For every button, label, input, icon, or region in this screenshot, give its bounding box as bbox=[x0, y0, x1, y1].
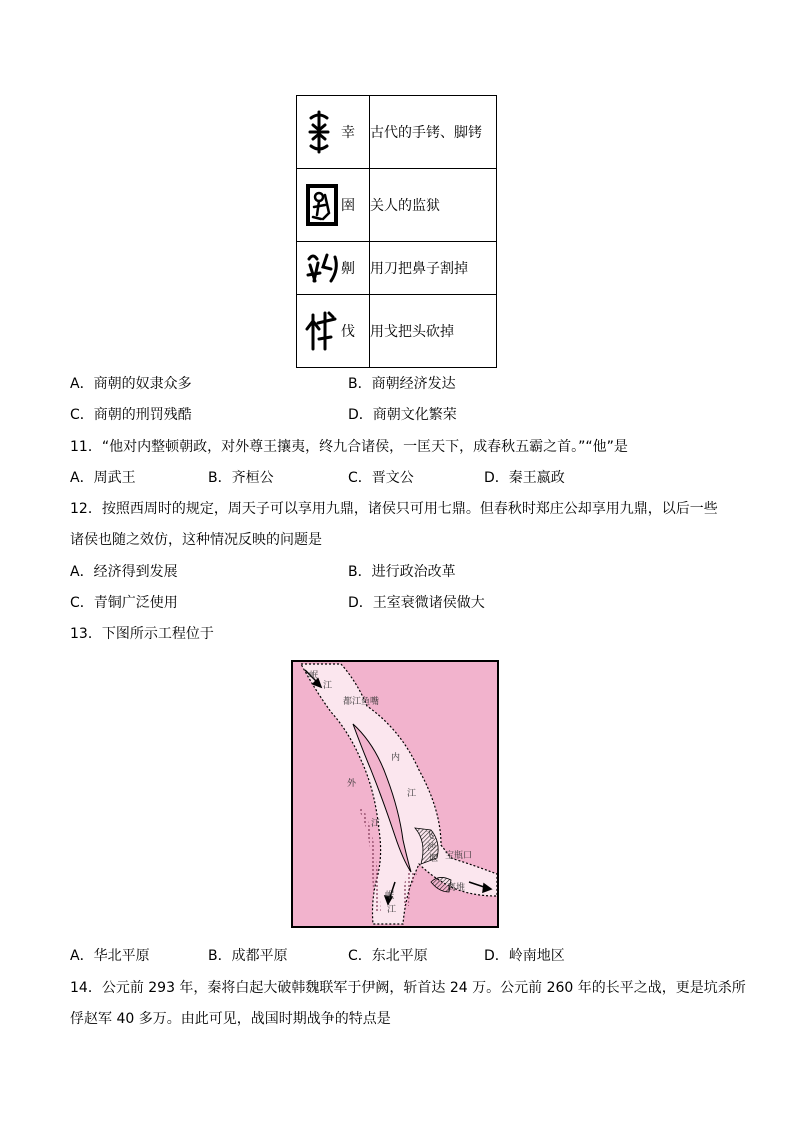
q11-option-d[interactable]: D．秦王嬴政 bbox=[484, 470, 565, 486]
q13-option-b[interactable]: B．成都平原 bbox=[208, 948, 288, 964]
q13-option-a[interactable]: A．华北平原 bbox=[70, 948, 150, 964]
q12-option-a[interactable]: A．经济得到发展 bbox=[70, 564, 178, 580]
oracle-glyph-table bbox=[296, 95, 497, 368]
label-feishayan-2: 沙 bbox=[427, 843, 437, 853]
q12-option-d[interactable]: D．王室衰微诸侯做大 bbox=[348, 595, 485, 611]
q11-stem: 11．“他对内整顿朝政，对外尊王攘夷，终九合诸侯，一匡天下，成春秋五霸之首。”“他”是 bbox=[70, 439, 628, 455]
q10-option-b[interactable]: B．商朝经济发达 bbox=[348, 376, 456, 392]
glyph-row bbox=[297, 169, 497, 242]
oracle-yu-icon bbox=[305, 183, 339, 227]
glyph-row bbox=[297, 295, 497, 368]
glyph-cell bbox=[297, 169, 370, 242]
q10-option-c[interactable]: C．商朝的刑罚残酷 bbox=[70, 407, 192, 423]
q13-option-d[interactable]: D．岭南地区 bbox=[484, 948, 565, 964]
glyph-char: 劓 bbox=[341, 261, 355, 277]
glyph-char: 幸 bbox=[341, 125, 355, 141]
q12-stem-line2: 诸侯也随之效仿，这种情况反映的问题是 bbox=[70, 532, 322, 548]
label-lidui: 离堆 bbox=[447, 883, 466, 893]
label-minjiang-3: 岷 bbox=[385, 891, 395, 901]
q14-stem-line1: 14．公元前 293 年，秦将白起大破韩魏联军于伊阙，斩首达 24 万。公元前 260 年的长平之战，更是坑杀所 bbox=[70, 980, 746, 996]
q12-stem-line1: 12．按照西周时的规定，周天子可以享用九鼎，诸侯只可用七鼎。但春秋时郑庄公却享用九鼎，以后一些 bbox=[70, 501, 718, 517]
label-waijiang-2: 江 bbox=[371, 819, 381, 829]
label-yuzui: 都江鱼嘴 bbox=[343, 697, 380, 707]
q14-stem-line2: 俘赵军 40 多万。由此可见，战国时期战争的特点是 bbox=[70, 1011, 391, 1027]
glyph-char: 伐 bbox=[341, 324, 355, 340]
label-neijiang-1: 内 bbox=[391, 753, 401, 763]
oracle-fa-icon bbox=[305, 309, 337, 353]
label-minjiang-4: 江 bbox=[387, 905, 397, 915]
label-minjiang-1: 岷 bbox=[309, 671, 319, 681]
glyph-char: 圉 bbox=[341, 198, 355, 214]
q12-option-b[interactable]: B．进行政治改革 bbox=[348, 564, 456, 580]
label-minjiang-2: 江 bbox=[323, 681, 333, 691]
q11-option-c[interactable]: C．晋文公 bbox=[348, 470, 414, 486]
glyph-meaning: 用刀把鼻子割掉 bbox=[370, 242, 497, 295]
q10-option-d[interactable]: D．商朝文化繁荣 bbox=[348, 407, 457, 423]
q11-option-b[interactable]: B．齐桓公 bbox=[208, 470, 274, 486]
dujiangyan-map bbox=[291, 660, 499, 928]
q13-stem: 13．下图所示工程位于 bbox=[70, 626, 214, 642]
glyph-row bbox=[297, 242, 497, 295]
q10-option-a[interactable]: A．商朝的奴隶众多 bbox=[70, 376, 192, 392]
label-feishayan-3: 堰 bbox=[429, 854, 439, 864]
label-waijiang-1: 外 bbox=[347, 779, 357, 789]
label-neijiang-2: 江 bbox=[407, 789, 417, 799]
glyph-row bbox=[297, 96, 497, 169]
q12-option-c[interactable]: C．青铜广泛使用 bbox=[70, 595, 178, 611]
glyph-cell bbox=[297, 295, 370, 368]
glyph-meaning: 古代的手铐、脚铐 bbox=[370, 96, 497, 169]
glyph-meaning: 用戈把头砍掉 bbox=[370, 295, 497, 368]
label-baopingkou: 宝瓶口 bbox=[445, 851, 473, 861]
q11-option-a[interactable]: A．周武王 bbox=[70, 470, 136, 486]
glyph-cell bbox=[297, 242, 370, 295]
q13-option-c[interactable]: C．东北平原 bbox=[348, 948, 428, 964]
oracle-xing-icon bbox=[305, 108, 333, 156]
label-feishayan-1: 飞 bbox=[425, 831, 435, 841]
glyph-meaning: 关人的监狱 bbox=[370, 169, 497, 242]
oracle-yi-icon bbox=[305, 251, 341, 285]
glyph-cell bbox=[297, 96, 370, 169]
